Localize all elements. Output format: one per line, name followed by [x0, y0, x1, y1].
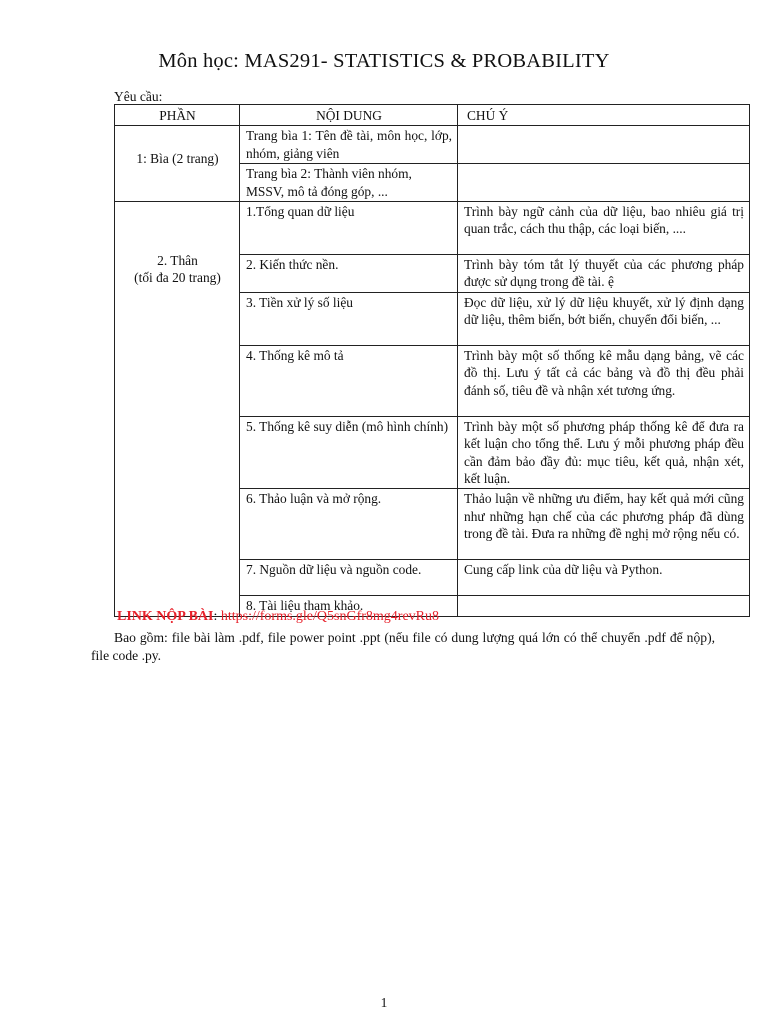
section-body-subtitle: (tối đa 20 trang) [134, 270, 221, 286]
table-row [115, 202, 750, 255]
note-cell: Cung cấp link của dữ liệu và Python. [458, 560, 750, 596]
note-cell: Trình bày ngữ cảnh của dữ liệu, bao nhiêu giá trị quan trắc, cách thu thập, các loại biến, .... [458, 202, 750, 255]
note-cell: Trình bày một số phương pháp thống kê để đưa ra kết luận cho tổng thể. Lưu ý mỗi phương pháp đều cần đảm bảo đầy đủ: mục tiêu, kết quả, nhận xét, kết luận. [458, 416, 750, 489]
page-title: Môn học: MAS291- STATISTICS & PROBABILITY [158, 50, 610, 72]
note-cell: Thảo luận về những ưu điểm, hay kết quả mới cũng như những hạn chế của các phương pháp đã dùng trong đề tài. Đưa ra những đề nghị mở rộng nếu có. [458, 489, 750, 560]
note-cell [458, 164, 750, 202]
requirements-table [114, 104, 750, 617]
content-cell: 6. Thảo luận và mở rộng. [240, 489, 458, 560]
section-body [115, 202, 240, 617]
section-body-label: 2. Thân [157, 253, 198, 269]
submission-link-separator: : [213, 609, 221, 624]
content-cell: 7. Nguồn dữ liệu và nguồn code. [240, 560, 458, 596]
note-cell: Đọc dữ liệu, xử lý dữ liệu khuyết, xử lý định dạng dữ liệu, thêm biến, bớt biến, chuyển đổi biến, ... [458, 292, 750, 345]
submission-link[interactable]: https://forms.gle/Q5snGfr8mg4revRu8 [220, 609, 440, 624]
note-cell: Trình bày tóm tắt lý thuyết của các phương pháp được sử dụng trong đề tài. ệ [458, 255, 750, 293]
content-cell: 3. Tiền xử lý số liệu [240, 292, 458, 345]
table-header-row [115, 105, 750, 126]
header-content: NỘI DUNG [240, 105, 458, 126]
header-part: PHẦN [115, 105, 240, 126]
submission-link-label: LINK NỘP BÀI [117, 609, 214, 624]
note-cell [458, 596, 750, 616]
content-cell: Trang bìa 2: Thành viên nhóm, MSSV, mô tả đóng góp, ... [240, 164, 458, 202]
page-number: 1 [380, 995, 388, 1010]
section-cover [115, 126, 240, 202]
content-cell: 1.Tổng quan dữ liệu [240, 202, 458, 255]
header-note: CHÚ Ý [458, 105, 750, 126]
content-cell: 8. Tài liệu tham khảo. [240, 596, 458, 616]
section-cover-label: 1: Bìa (2 trang) [136, 151, 219, 167]
content-cell: 2. Kiến thức nền. [240, 255, 458, 293]
content-cell: 5. Thống kê suy diễn (mô hình chính) [240, 416, 458, 489]
note-cell: Trình bày một số thống kê mẫu dạng bảng, vẽ các đồ thị. Lưu ý tất cả các bảng và đồ thị đều phải đánh số, tiêu đề và nhận xét tương ứng. [458, 345, 750, 416]
submission-note: Bao gồm: file bài làm .pdf, file power point .ppt (nếu file có dung lượng quá lớn có thể chuyển .pdf để nộp), file code .py. [91, 630, 715, 663]
table-row [115, 126, 750, 164]
content-cell: 4. Thống kê mô tả [240, 345, 458, 416]
content-cell: Trang bìa 1: Tên đề tài, môn học, lớp, nhóm, giảng viên [240, 126, 458, 164]
requirements-label: Yêu cầu: [114, 89, 163, 104]
note-cell [458, 126, 750, 164]
submission-link-line [117, 609, 439, 625]
